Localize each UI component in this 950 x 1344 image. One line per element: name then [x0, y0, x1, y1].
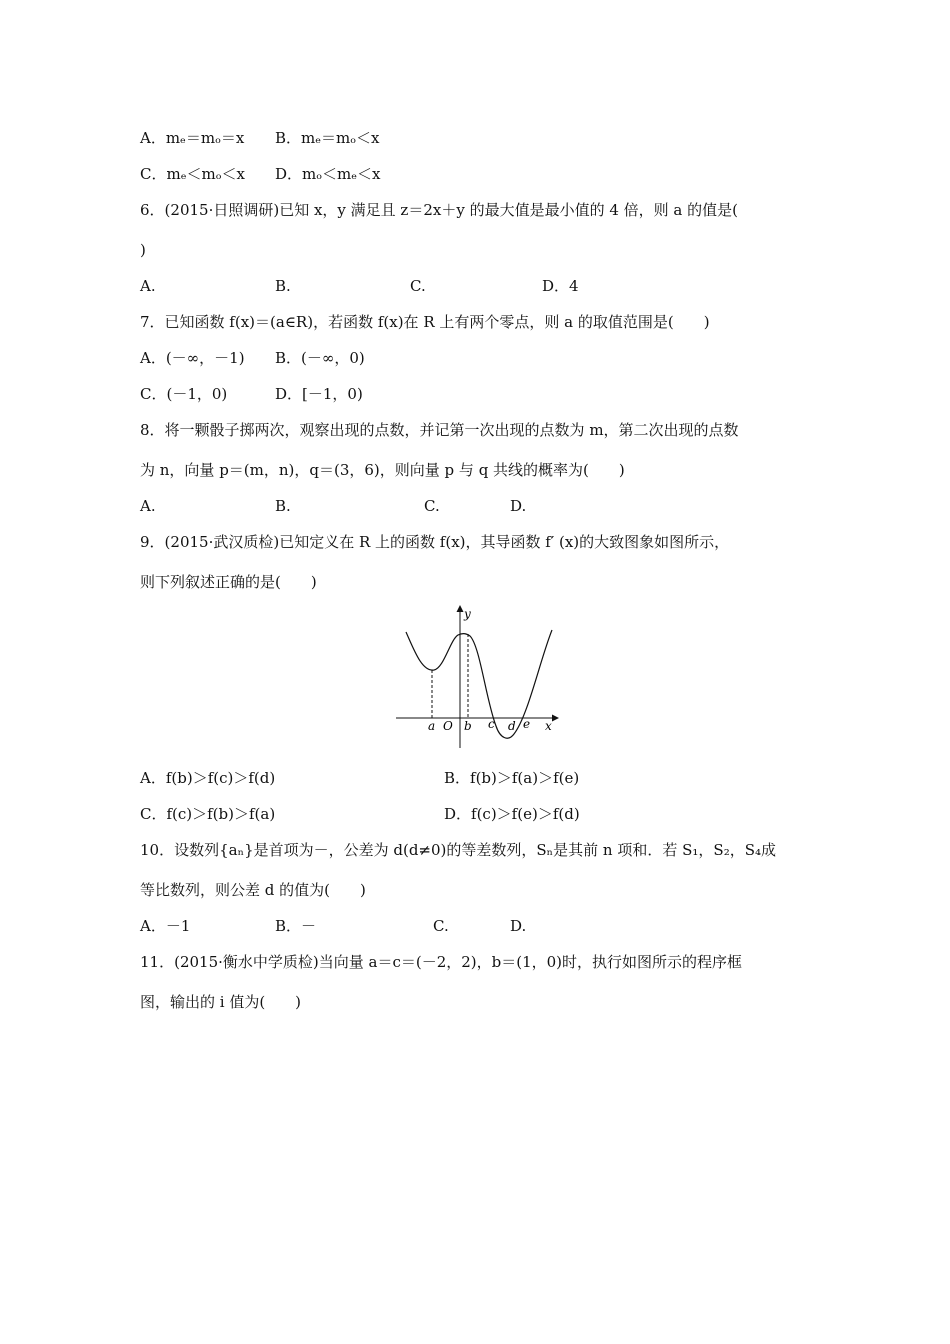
q8-option-d: D.: [510, 497, 527, 515]
q10-option-b: B．－: [275, 917, 317, 935]
q9-option-c: C．f(c)＞f(b)＞f(a): [140, 805, 276, 823]
q9-stem-line1: 9．(2015·武汉质检)已知定义在 R 上的函数 f(x)，其导函数 f′ (x)的大致图象如图所示，: [140, 533, 730, 551]
q10-stem-line2: 等比数列，则公差 d 的值为( ): [140, 881, 366, 899]
point-e-label: e: [523, 717, 531, 731]
q10-stem-line1: 10．设数列{aₙ}是首项为－，公差为 d(d≠0)的等差数列，Sₙ是其前 n 项和．若 S₁，S₂，S₄成: [140, 841, 776, 859]
q5-option-b: B．mₑ＝mₒ＜x: [275, 129, 380, 147]
y-axis-arrow: [457, 605, 464, 612]
origin-label: O: [443, 719, 453, 733]
q11-stem-line2: 图，输出的 i 值为( ): [140, 993, 302, 1011]
q5-option-a: A．mₑ＝mₒ＝x: [140, 129, 245, 147]
x-axis-label: x: [545, 719, 552, 733]
q5-option-c: C．mₑ＜mₒ＜x: [140, 165, 245, 183]
q8-stem-line2: 为 n，向量 p＝(m，n)，q＝(3，6)，则向量 p 与 q 共线的概率为( ): [140, 461, 625, 479]
point-c-label: c: [488, 717, 495, 731]
point-d-label: d: [508, 719, 516, 733]
q6-option-a: A.: [140, 277, 156, 295]
q8-option-c: C.: [424, 497, 440, 515]
point-a-label: a: [428, 719, 436, 733]
q6-option-d: D．4: [542, 277, 579, 295]
q10-option-d: D.: [510, 917, 527, 935]
q9-option-d: D．f(c)＞f(e)＞f(d): [444, 805, 580, 823]
q7-option-d: D．[－1，0): [275, 385, 363, 403]
q7-option-c: C．(－1，0): [140, 385, 228, 403]
q9-option-a: A．f(b)＞f(c)＞f(d): [140, 769, 276, 787]
q11-stem-line1: 11．(2015·衡水中学质检)当向量 a＝c＝(－2，2)，b＝(1，0)时，执行如图所示的程序框: [140, 953, 743, 971]
q8-option-b: B.: [275, 497, 291, 515]
q8-stem-line1: 8．将一颗骰子掷两次，观察出现的点数，并记第一次出现的点数为 m，第二次出现的点数: [140, 421, 739, 439]
q8-option-a: A.: [140, 497, 156, 515]
q7-option-b: B．(－∞，0): [275, 349, 365, 367]
q7-option-a: A．(－∞，－1): [140, 349, 245, 367]
q6-option-c: C.: [410, 277, 426, 295]
point-b-label: b: [464, 719, 472, 733]
q10-option-c: C.: [433, 917, 449, 935]
q6-stem-line1: 6．(2015·日照调研)已知 x，y 满足且 z＝2x＋y 的最大值是最小值的 4 倍，则 a 的值是(: [140, 201, 738, 219]
q6-stem-line2: ): [140, 241, 146, 259]
q6-option-b: B.: [275, 277, 291, 295]
q5-option-d: D．mₒ＜mₑ＜x: [275, 165, 381, 183]
x-axis-arrow: [552, 715, 559, 722]
y-axis-label: y: [464, 607, 471, 621]
q7-stem: 7．已知函数 f(x)＝(a∈R)，若函数 f(x)在 R 上有两个零点，则 a 的取值范围是( ): [140, 313, 710, 331]
q9-stem-line2: 则下列叙述正确的是( ): [140, 573, 317, 591]
derivative-graph: [392, 600, 562, 752]
q10-option-a: A．－1: [140, 917, 191, 935]
q9-option-b: B．f(b)＞f(a)＞f(e): [444, 769, 580, 787]
